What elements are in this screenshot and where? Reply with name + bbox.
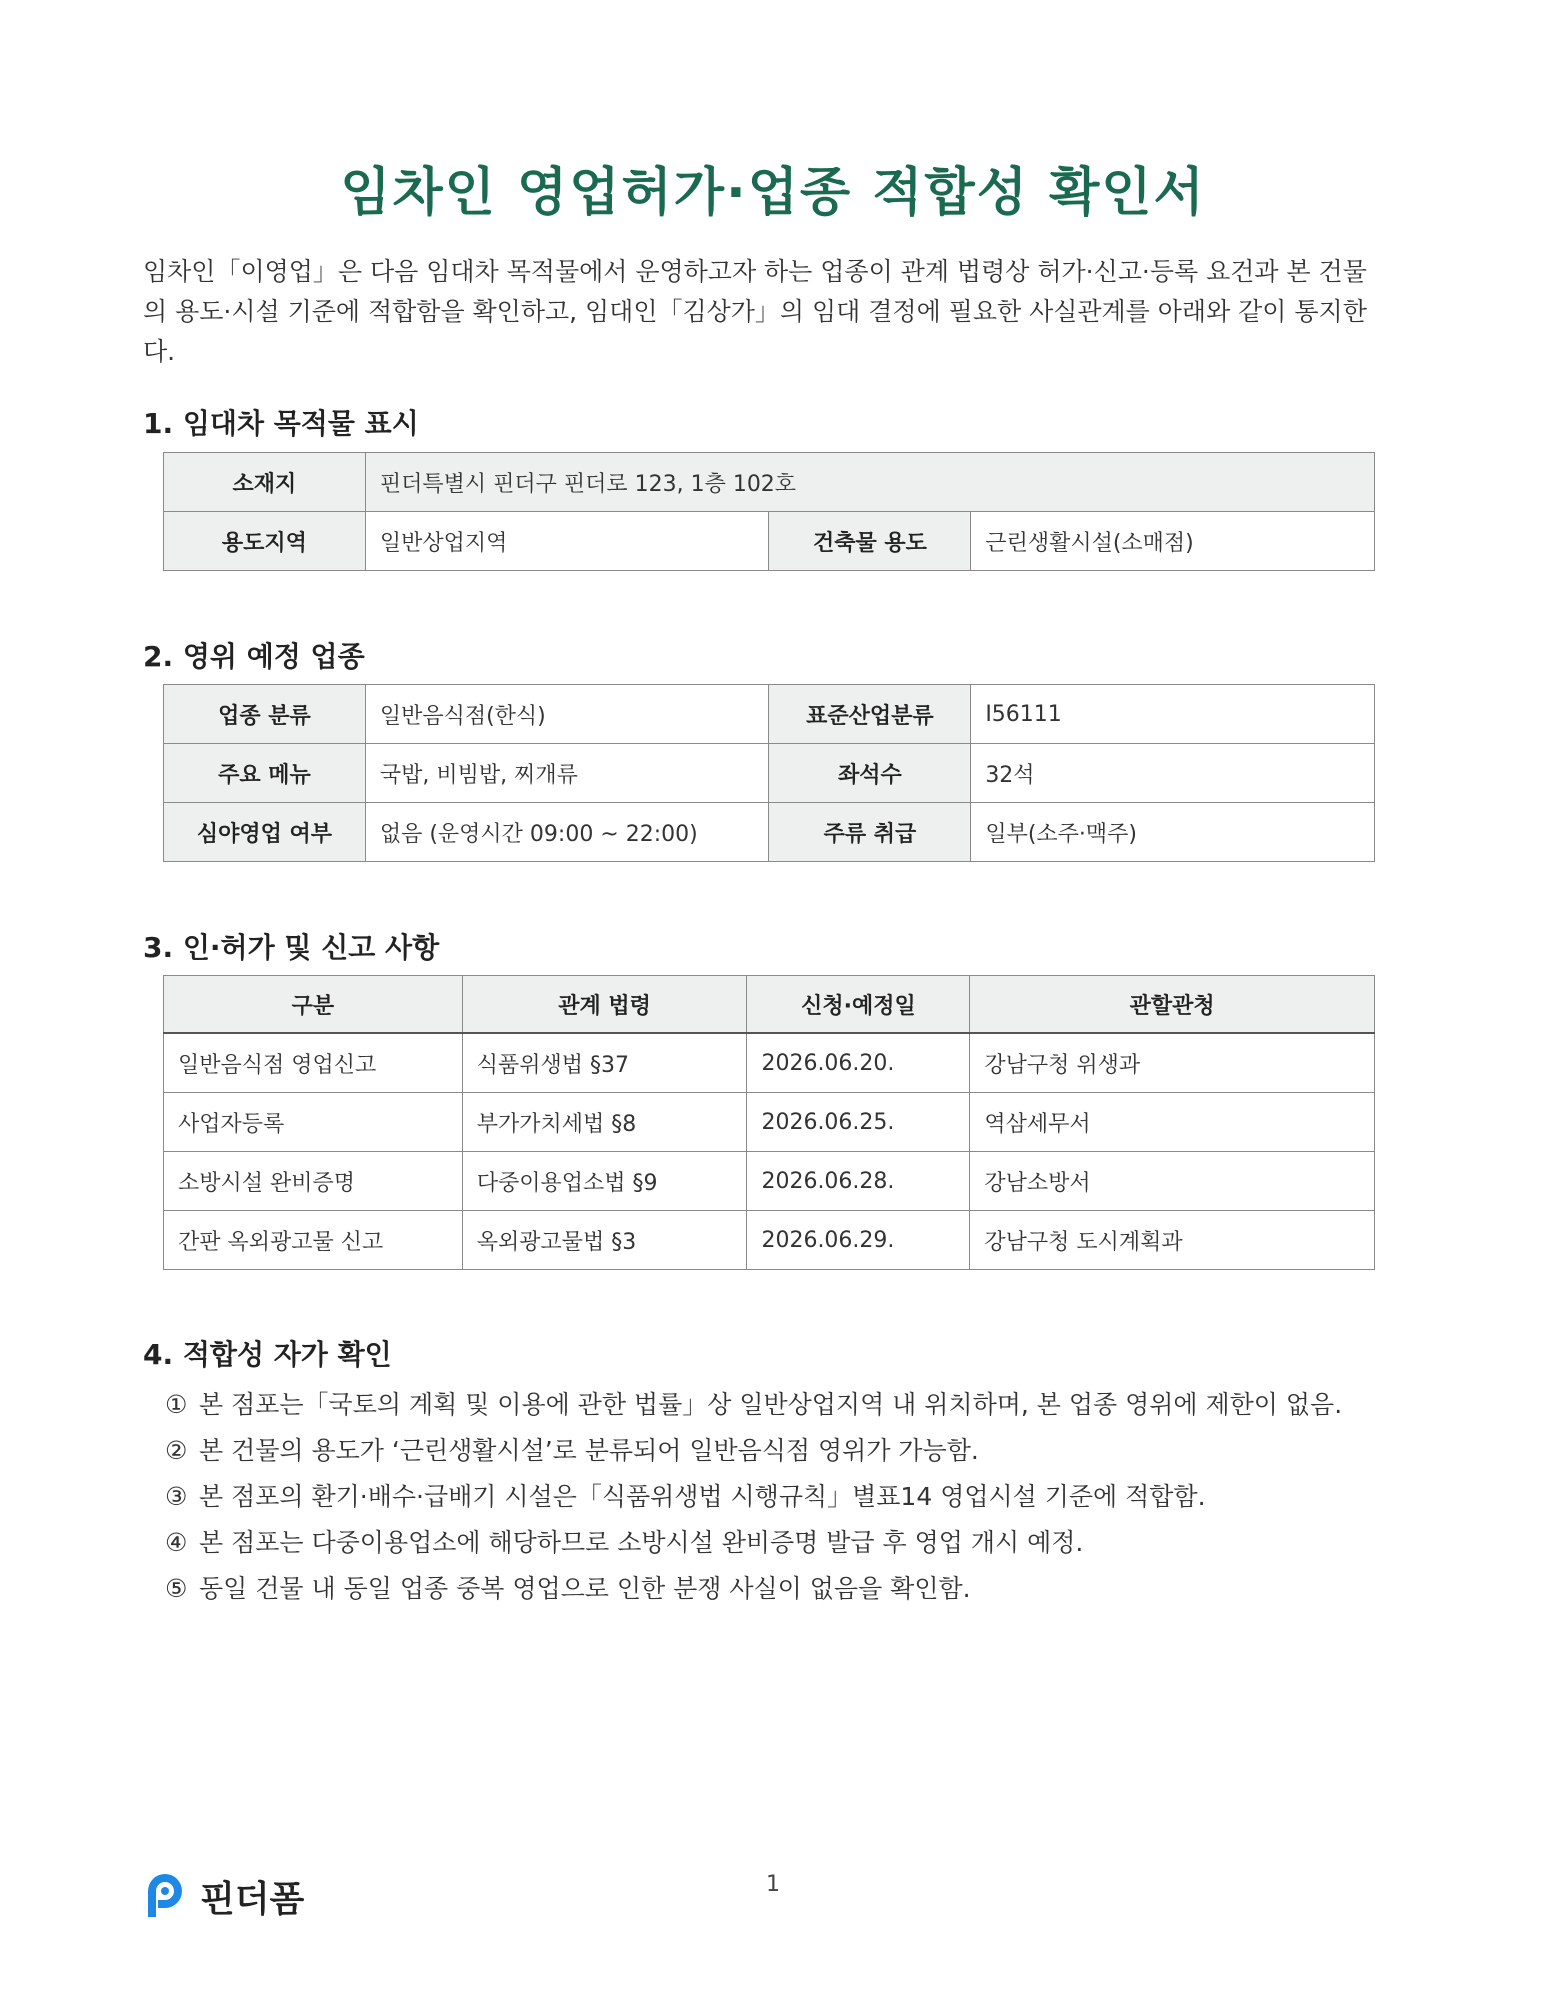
table-row: [164, 453, 1375, 512]
item-number: ③: [165, 1482, 188, 1511]
item-number: ①: [165, 1390, 188, 1419]
row-value: 국밥, 비빔밥, 찌개류: [365, 744, 769, 803]
section3-title: 3. 인·허가 및 신고 사항: [143, 931, 440, 964]
table-row: [164, 512, 1375, 571]
item-text: 본 점포는「국토의 계획 및 이용에 관한 법률」상 일반상업지역 내 위치하며, 본 업종 영위에 제한이 없음.: [199, 1390, 1343, 1419]
column-header: 신청·예정일: [747, 976, 970, 1034]
table-cell: 강남구청 도시계획과: [970, 1211, 1375, 1270]
list-item: [165, 1474, 1342, 1520]
table-cell: 2026.06.20.: [747, 1033, 970, 1093]
table-row: [164, 1033, 1375, 1093]
table-cell: 다중이용업소법 §9: [462, 1152, 747, 1211]
table-row: [164, 1152, 1375, 1211]
location-value: 핀더특별시 핀더구 핀더로 123, 1층 102호: [365, 453, 1374, 512]
item-number: ⑤: [165, 1574, 188, 1603]
column-header: 관계 법령: [462, 976, 747, 1034]
document-title: 임차인 영업허가·업종 적합성 확인서: [340, 163, 1206, 223]
item-number: ②: [165, 1436, 188, 1465]
zone-value: 일반상업지역: [365, 512, 769, 571]
self-check-list: [165, 1382, 1342, 1612]
table-cell: 부가가치세법 §8: [462, 1093, 747, 1152]
list-item: [165, 1382, 1342, 1428]
table-cell: 일반음식점 영업신고: [164, 1033, 463, 1093]
table-row: [164, 685, 1375, 744]
list-item: [165, 1520, 1342, 1566]
row-label: 심야영업 여부: [164, 803, 366, 862]
item-number: ④: [165, 1528, 188, 1557]
page-number: 1: [766, 1872, 780, 1897]
table-cell: 2026.06.29.: [747, 1211, 970, 1270]
table-row: [164, 744, 1375, 803]
row-label: 좌석수: [769, 744, 971, 803]
row-value: I56111: [971, 685, 1375, 744]
table-cell: 옥외광고물법 §3: [462, 1211, 747, 1270]
list-item: [165, 1428, 1342, 1474]
section4-title: 4. 적합성 자가 확인: [143, 1338, 392, 1371]
item-text: 동일 건물 내 동일 업종 중복 영업으로 인한 분쟁 사실이 없음을 확인함.: [199, 1574, 971, 1603]
row-value: 일부(소주·맥주): [971, 803, 1375, 862]
location-label: 소재지: [164, 453, 366, 512]
building-use-value: 근린생활시설(소매점): [971, 512, 1375, 571]
section2-title: 2. 영위 예정 업종: [143, 640, 365, 673]
table-cell: 식품위생법 §37: [462, 1033, 747, 1093]
zone-label: 용도지역: [164, 512, 366, 571]
item-text: 본 점포의 환기·배수·급배기 시설은「식품위생법 시행규칙」별표14 영업시설 기준에 적합함.: [199, 1482, 1206, 1511]
column-header: 관할관청: [970, 976, 1375, 1034]
row-label: 주류 취급: [769, 803, 971, 862]
table-cell: 강남구청 위생과: [970, 1033, 1375, 1093]
table-header-row: [164, 976, 1375, 1034]
building-use-label: 건축물 용도: [769, 512, 971, 571]
table-cell: 소방시설 완비증명: [164, 1152, 463, 1211]
table-row: [164, 1211, 1375, 1270]
row-label: 주요 메뉴: [164, 744, 366, 803]
item-text: 본 건물의 용도가 ‘근린생활시설’로 분류되어 일반음식점 영위가 가능함.: [199, 1436, 979, 1465]
item-text: 본 점포는 다중이용업소에 해당하므로 소방시설 완비증명 발급 후 영업 개시 예정.: [199, 1528, 1084, 1557]
row-label: 업종 분류: [164, 685, 366, 744]
permits-table: [163, 975, 1375, 1270]
table-row: [164, 1093, 1375, 1152]
table-cell: 강남소방서: [970, 1152, 1375, 1211]
column-header: 구분: [164, 976, 463, 1034]
row-value: 없음 (운영시간 09:00 ~ 22:00): [365, 803, 769, 862]
table-cell: 2026.06.25.: [747, 1093, 970, 1152]
table-cell: 간판 옥외광고물 신고: [164, 1211, 463, 1270]
business-table: [163, 684, 1375, 862]
table-cell: 2026.06.28.: [747, 1152, 970, 1211]
table-cell: 사업자등록: [164, 1093, 463, 1152]
section1-title: 1. 임대차 목적물 표시: [143, 407, 419, 440]
row-label: 표준산업분류: [769, 685, 971, 744]
row-value: 32석: [971, 744, 1375, 803]
table-row: [164, 803, 1375, 862]
logo-text: 핀더폼: [200, 1878, 305, 1920]
property-table: [163, 452, 1375, 571]
row-value: 일반음식점(한식): [365, 685, 769, 744]
table-cell: 역삼세무서: [970, 1093, 1375, 1152]
intro-paragraph: 임차인「이영업」은 다음 임대차 목적물에서 운영하고자 하는 업종이 관계 법령상 허가·신고·등록 요건과 본 건물의 용도·시설 기준에 적합함을 확인하고, 임대인「김상가」의 임대 결정에 필요한 사실관계를 아래와 같이 통지한다.: [143, 257, 1367, 366]
list-item: [165, 1566, 1342, 1612]
